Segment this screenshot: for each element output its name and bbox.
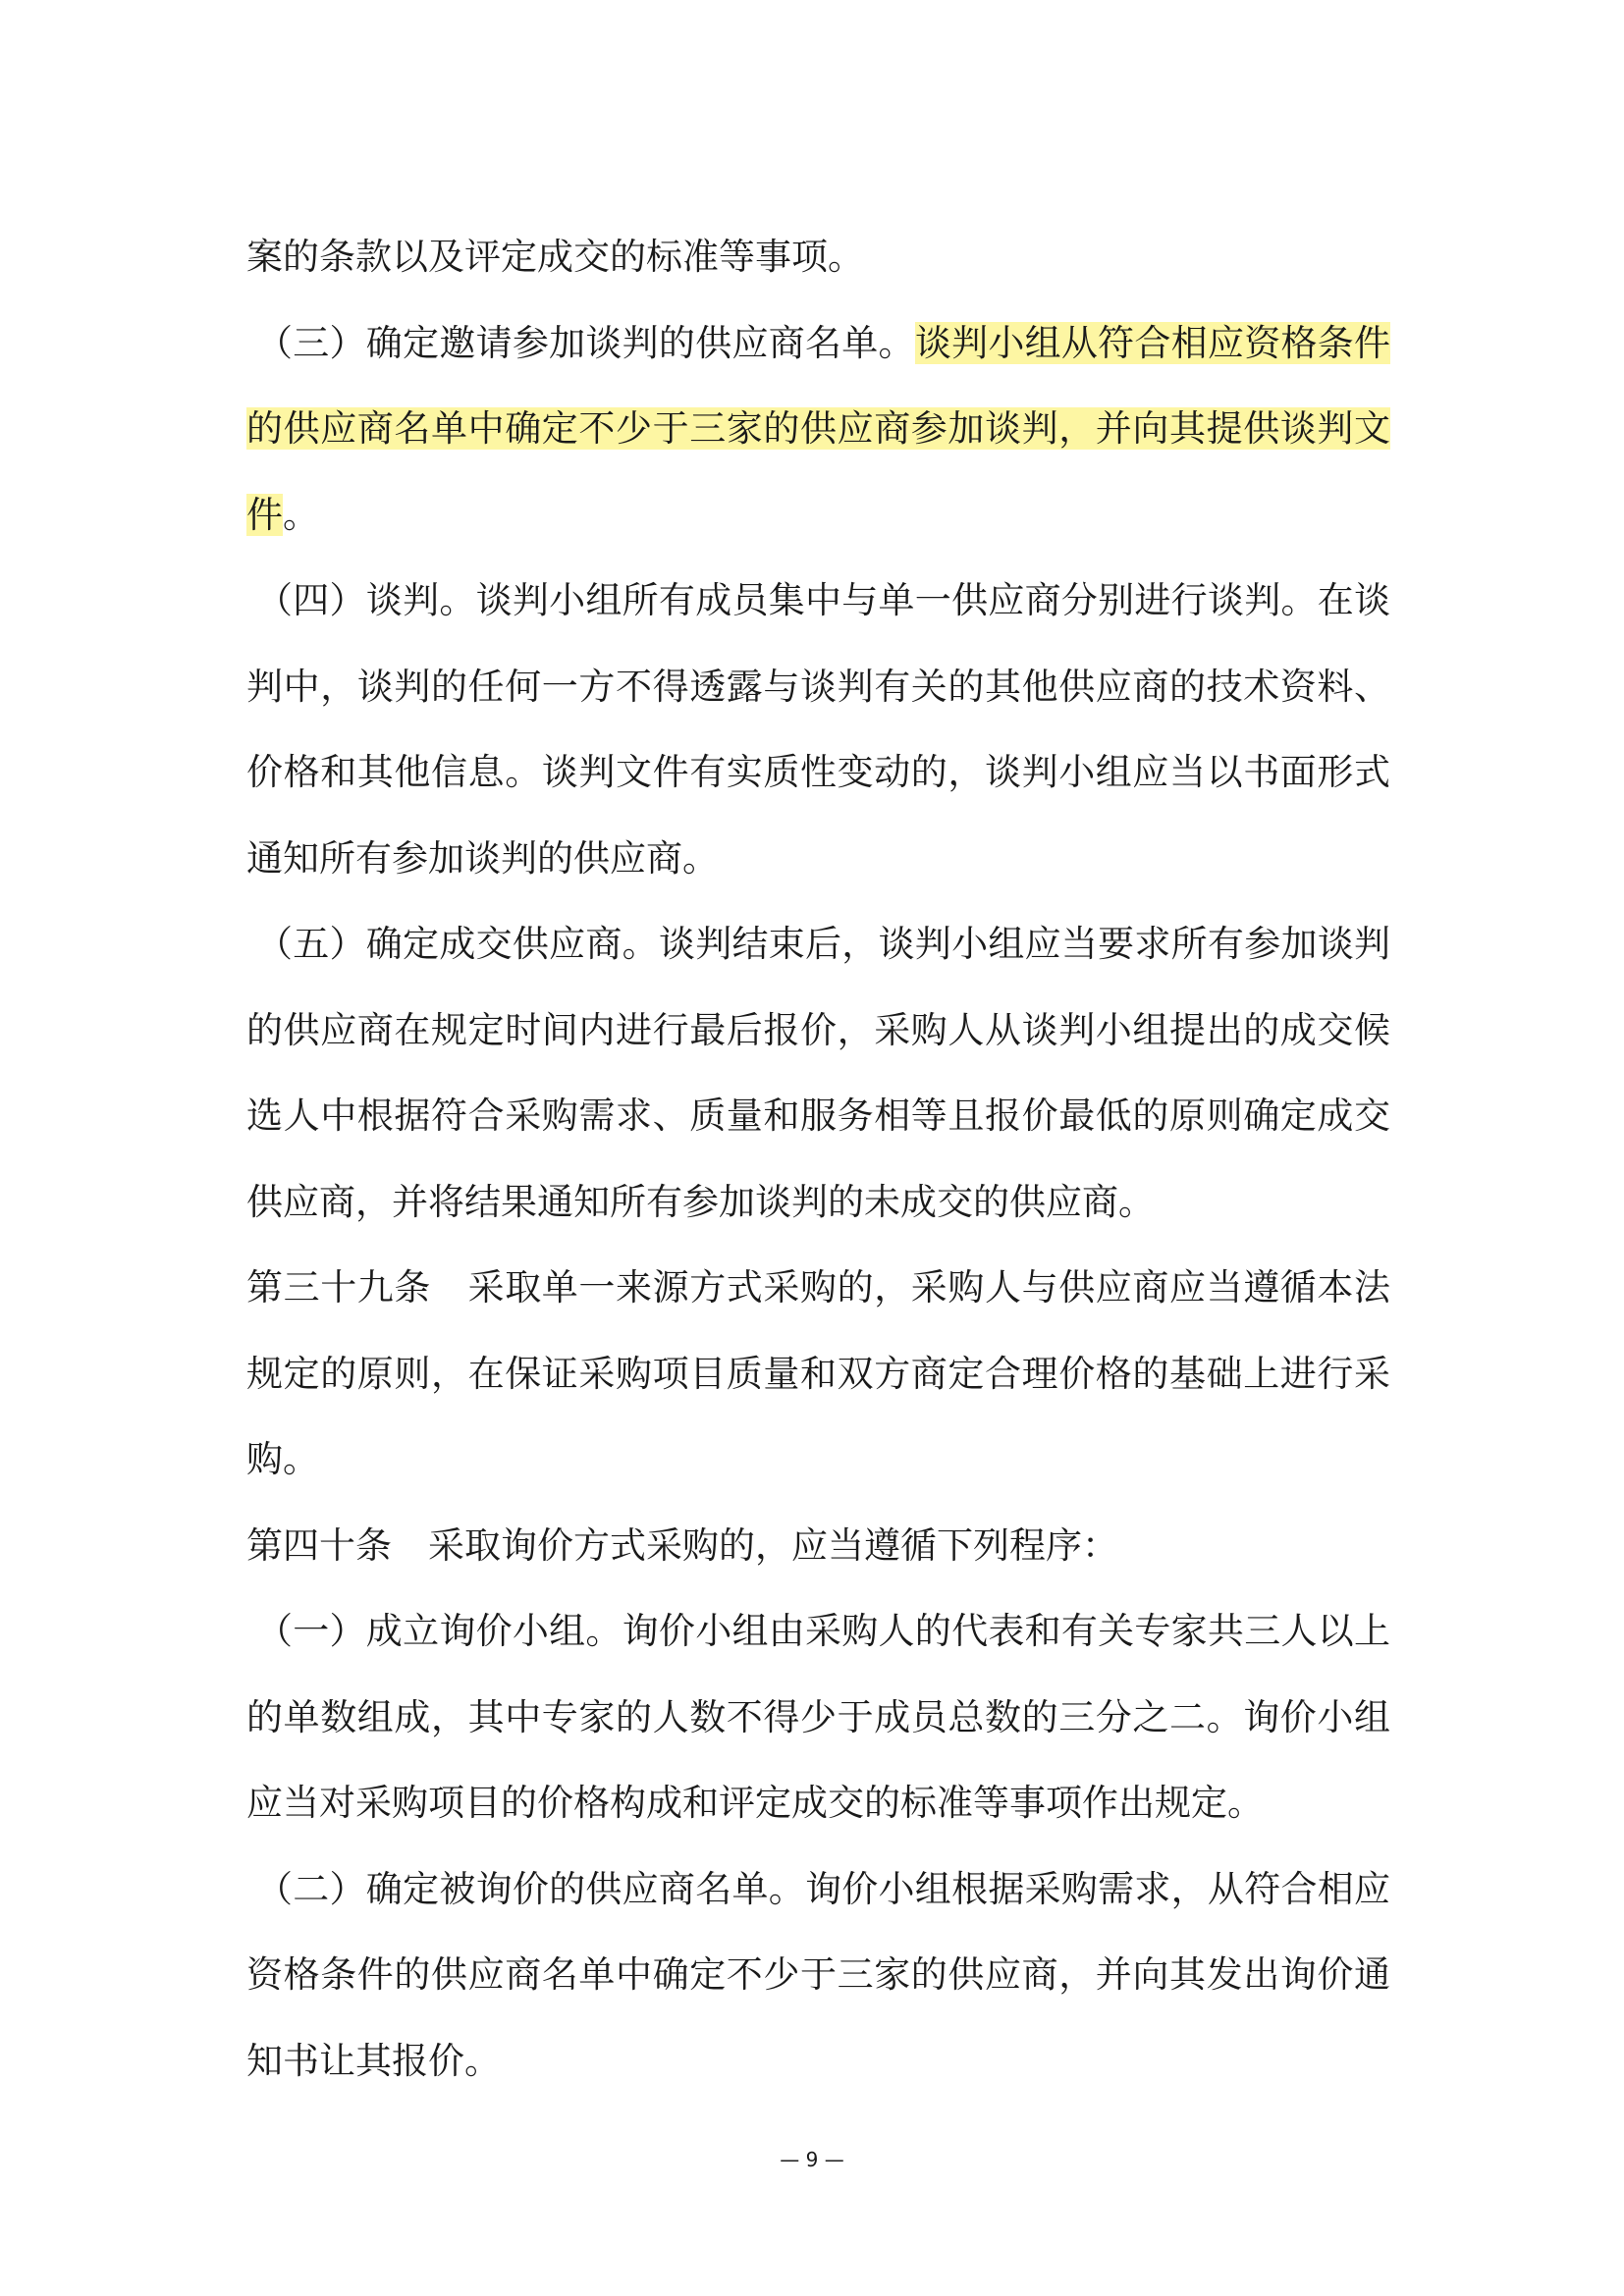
highlighted-text: 谈判小组从符合相应资格条件的供应商名单中确定不少于三家的供应商参加谈判，并向其提供谈判文件 <box>246 321 1391 536</box>
paragraph-continuation <box>246 214 1390 300</box>
article-40 <box>246 1503 1390 1589</box>
paragraph-item-3 <box>246 300 1390 559</box>
document-body <box>246 214 1390 2104</box>
paragraph-text: （三）确定邀请参加谈判的供应商名单。 <box>256 321 915 364</box>
paragraph-item-1 <box>246 1588 1390 1846</box>
paragraph-text: （一）成立询价小组。询价小组由采购人的代表和有关专家共三人以上的单数组成，其中专家的人数不得少于成员总数的三分之二。询价小组应当对采购项目的价格构成和评定成交的标准等事项作出规定。 <box>246 1610 1390 1824</box>
paragraph-text: （二）确定被询价的供应商名单。询价小组根据采购需求，从符合相应资格条件的供应商名单中确定不少于三家的供应商，并向其发出询价通知书让其报价。 <box>246 1867 1390 2082</box>
paragraph-item-4 <box>246 558 1390 901</box>
paragraph-text: （四）谈判。谈判小组所有成员集中与单一供应商分别进行谈判。在谈判中，谈判的任何一方不得透露与谈判有关的其他供应商的技术资料、价格和其他信息。谈判文件有实质性变动的，谈判小组应当以书面形式通知所有参加谈判的供应商。 <box>246 579 1390 880</box>
article-39 <box>246 1245 1390 1503</box>
paragraph-text: 第三十九条 采取单一来源方式采购的，采购人与供应商应当遵循本法规定的原则，在保证采购项目质量和双方商定合理价格的基础上进行采购。 <box>246 1266 1390 1480</box>
paragraph-text: （五）确定成交供应商。谈判结束后，谈判小组应当要求所有参加谈判的供应商在规定时间内进行最后报价，采购人从谈判小组提出的成交候选人中根据符合采购需求、质量和服务相等且报价最低的原则确定成交供应商，并将结果通知所有参加谈判的未成交的供应商。 <box>246 923 1390 1223</box>
paragraph-text: 第四十条 采取询价方式采购的，应当遵循下列程序： <box>246 1523 1118 1567</box>
page-number: — 9 — <box>780 2148 844 2171</box>
paragraph-item-2 <box>246 1846 1390 2105</box>
paragraph-text-end: 。 <box>283 493 319 536</box>
paragraph-item-5 <box>246 901 1390 1245</box>
paragraph-text: 案的条款以及评定成交的标准等事项。 <box>246 236 864 278</box>
